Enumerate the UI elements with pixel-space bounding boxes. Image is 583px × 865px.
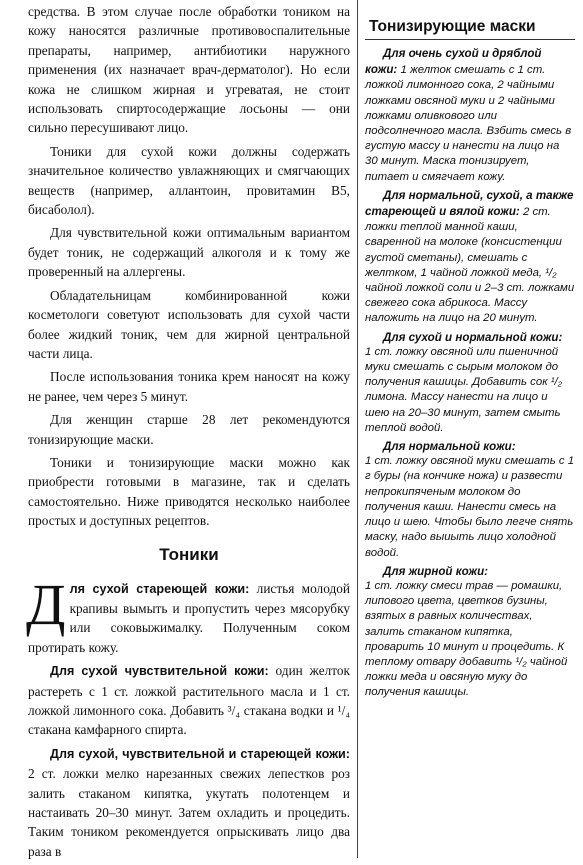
paragraph: После использования тоника крем наносят на кожу не ранее, чем через 5 минут. <box>28 369 350 404</box>
mask-lead: Для очень сухой и дряблой кожи: <box>365 47 542 77</box>
paragraph: Тоники и тонизирующие маски можно как приобрести готовыми в магазине, так и сделать самостоятельно. Ниже приводятся несколько наиболее простых и доступных рецептов. <box>28 454 350 529</box>
recipe-lead: Для сухой, чувствительной и стареющей кожи: <box>50 746 350 761</box>
mask-recipe <box>365 46 575 185</box>
recipe-paragraph <box>28 744 350 861</box>
paragraph: Для чувствительной кожи оптимальным вариантом будет тоник, не содержащий алкоголя и к тому же проверенный на аллергены. <box>28 225 350 280</box>
sidebar-box <box>365 18 575 704</box>
drop-cap: Д <box>26 571 66 637</box>
paragraph: средства. В этом случае после обработки тоником на кожу наносятся различные противовоспалительные препараты, например, антибиотики наружного применения (их назначает врач-дерматолог). Но если кожа не слишком жирная и угреватая, не стоит использовать спиртосодержащие лосьоны — они сильно пересушивают лицо. <box>28 4 350 136</box>
mask-recipe <box>365 564 575 701</box>
mask-lead: Для нормальной, сухой, а также стареющей и вялой кожи: <box>365 188 574 219</box>
recipe-paragraph <box>26 571 350 658</box>
recipe-text: листья молодой крапивы вымыть и пропустить через мясорубку или соковыжималку. Полученным соком протирать кожу. <box>28 580 350 655</box>
sidebar-title: Тонизирующие маски <box>365 18 575 40</box>
mask-text: 1 ст. ложку смеси трав — ромашки, липового цвета, цветков бузины, взятых в равных количествах, залить стаканом кипятка, проварить 10 минут и процедить. К теплому отвару добавить ¹/₂ чайной ложки меда и овсяную муку до получения кашицы. <box>365 579 568 699</box>
mask-lead: Для жирной кожи: <box>383 564 489 578</box>
mask-text: 1 ст. ложку овсяной или пшеничной муки смешать с сырым молоком до получения кашицы. Добавить сок ¹/₂ лимона. Массу нанести на лицо и шею на 20–30 минут, затем смыть теплой водой. <box>365 345 563 434</box>
recipe-text: один желток растереть с 1 ст. ложкой растительного масла и 1 ст. ложкой лимонного сока. Добавить ³/₄ стакана водки и ¹/₄ стакана камфарного спирта. <box>28 663 350 738</box>
mask-recipe <box>365 188 575 327</box>
main-column <box>28 2 350 865</box>
recipe-lead: Для сухой чувствительной кожи: <box>50 664 269 679</box>
recipe-paragraph <box>28 661 350 740</box>
paragraph: Обладательницам комбинированной кожи косметологи советуют использовать для сухой части более жидкий тоник, чем для жирной центральной части лица. <box>28 287 350 361</box>
mask-lead: Для нормальной кожи: <box>383 440 516 454</box>
paragraph: Для женщин старше 28 лет рекомендуются тонизирующие маски. <box>28 412 350 447</box>
recipe-lead: ля сухой стареющей кожи: <box>69 581 250 596</box>
mask-recipe <box>365 330 575 436</box>
mask-text: 1 ст. ложку овсяной муки смешать с 1 г буры (на кончике ножа) и развести непрокипяченым молоком до получения каши. Нанести смесь на лицо и шею. Чтобы было легче снять маску, надо выиыть лицо холодной водой. <box>365 455 575 559</box>
mask-text: 1 желток смешать с 1 ст. ложкой лимонного сока, 2 чайными ложками овсяной муки и 2 чайными ложками оливкового или подсолнечного масла. Взбить смесь в густую массу и нанести на лицо на 30 минут. Маска тонизирует, питает и смягчает кожу. <box>365 64 572 183</box>
mask-recipe <box>365 439 575 561</box>
paragraph: Тоники для сухой кожи должны содержать значительное количество увлажняющих и смягчающих веществ (например, аллантоин, провитамин B5, бисаболол). <box>28 143 350 218</box>
section-title: Тоники <box>159 544 219 564</box>
mask-text: 2 ст. ложки теплой манной каши, сваренной на молоке (консистенции густой сметаны), смешать с желтком, 1 чайной ложкой меда, ¹/₂ чайной ложкой соли и 2–3 ст. ложками свежего сока абрикоса. Массу наложить на лицо на 20 минут. <box>365 206 575 325</box>
column-divider <box>357 0 358 858</box>
mask-lead: Для сухой и нормальной кожи: <box>383 330 563 344</box>
recipe-text: 2 ст. ложки мелко нарезанных свежих лепестков роз залить стаканом кипятка, укутать полотенцем и настаивать 20–30 минут. Затем охладить и процедить. Таким тоником рекомендуется опрыскивать лицо два раза в <box>28 766 350 859</box>
